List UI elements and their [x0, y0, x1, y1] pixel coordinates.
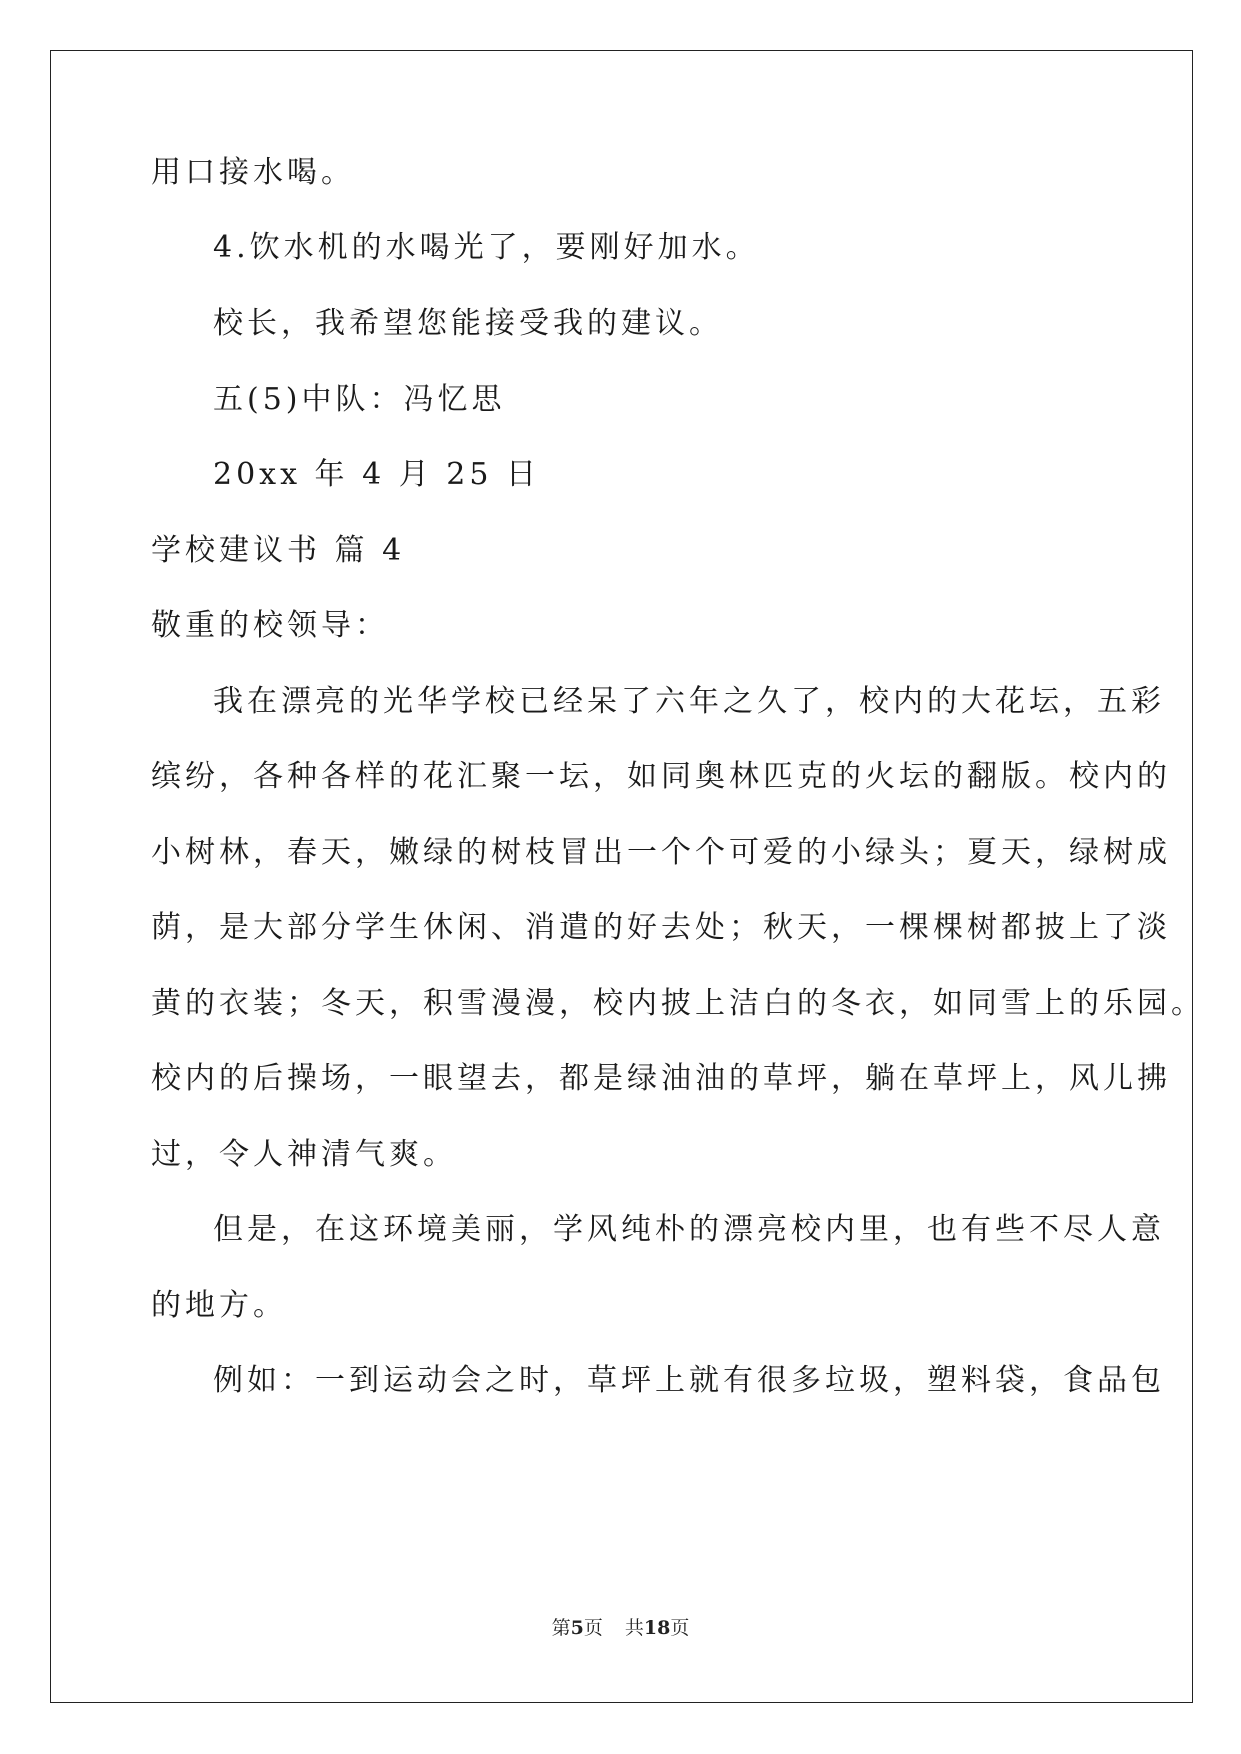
salutation: 敬重的校领导：	[151, 608, 389, 643]
footer-prefix: 第	[551, 1617, 571, 1639]
footer-page-word: 页	[583, 1617, 603, 1639]
footer-total-suffix: 页	[670, 1617, 690, 1639]
current-page-number: 5	[570, 1617, 584, 1639]
paragraph-line: 但是，在这环境美丽，学风纯朴的漂亮校内里，也有些不尽人意	[213, 1212, 1165, 1247]
date-line: 20xx 年 4 月 25 日	[213, 457, 540, 492]
signature-line: 五(5)中队：冯忆思	[213, 382, 506, 417]
text-line: 校长，我希望您能接受我的建议。	[213, 306, 723, 341]
footer-total-prefix: 共	[624, 1617, 644, 1639]
total-page-number: 18	[643, 1617, 671, 1639]
paragraph-line: 校内的后操场，一眼望去，都是绿油油的草坪，躺在草坪上，风儿拂	[151, 1061, 1171, 1096]
paragraph-line: 荫，是大部分学生休闲、消遣的好去处；秋天，一棵棵树都披上了淡	[151, 910, 1171, 945]
page-border	[50, 50, 1193, 1703]
list-item-4: 4.饮水机的水喝光了，要刚好加水。	[213, 230, 760, 265]
paragraph-line: 黄的衣装；冬天，积雪漫漫，校内披上洁白的冬衣，如同雪上的乐园。	[151, 986, 1205, 1021]
paragraph-line: 过，令人神清气爽。	[151, 1137, 457, 1172]
paragraph-line: 小树林，春天，嫩绿的树枝冒出一个个可爱的小绿头；夏天，绿树成	[151, 835, 1171, 870]
paragraph-line: 的地方。	[151, 1288, 287, 1323]
text-line: 用口接水喝。	[151, 155, 355, 190]
paragraph-line: 我在漂亮的光华学校已经呆了六年之久了，校内的大花坛，五彩	[213, 684, 1165, 719]
paragraph-line: 例如：一到运动会之时，草坪上就有很多垃圾，塑料袋，食品包	[213, 1363, 1165, 1398]
paragraph-line: 缤纷，各种各样的花汇聚一坛，如同奥林匹克的火坛的翻版。校内的	[151, 759, 1171, 794]
section-heading: 学校建议书 篇 4	[151, 533, 406, 568]
page-footer	[0, 1616, 1241, 1640]
